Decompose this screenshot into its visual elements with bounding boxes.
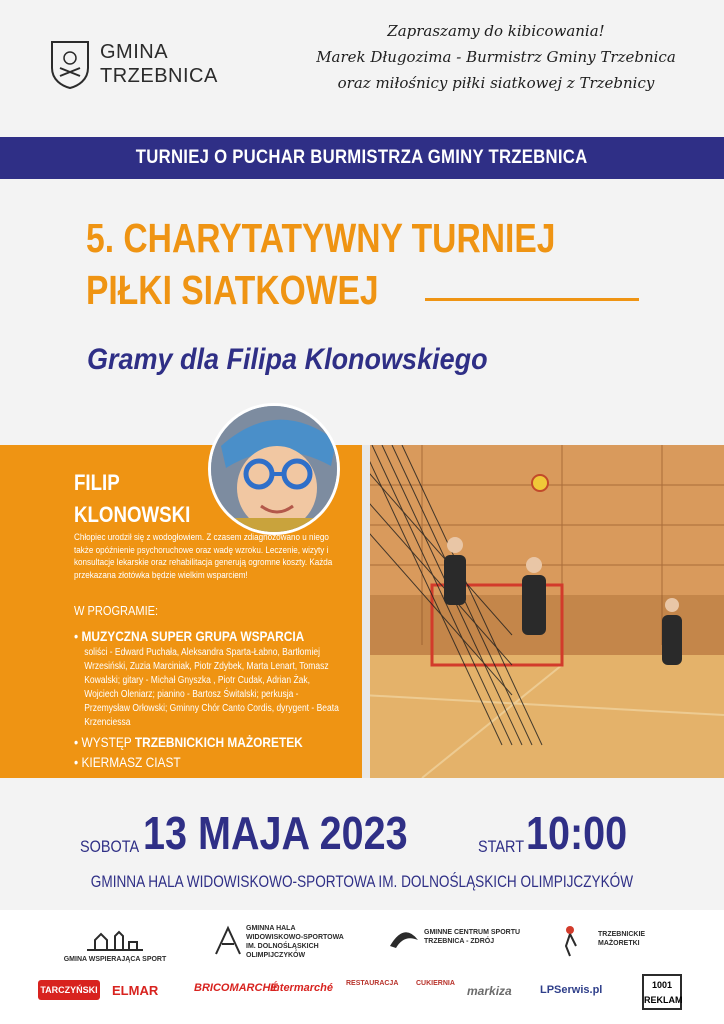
- event-time: 10:00: [526, 807, 628, 859]
- sponsor-gcs-text: GMINNE CENTRUM SPORTU TRZEBNICA - ZDRÓJ: [424, 929, 521, 945]
- sponsor-mazoretki-text: TRZEBNICKIE MAŻORETKI: [598, 931, 646, 947]
- tournament-banner: [0, 137, 724, 179]
- venue-text: GMINNA HALA WIDOWISKOWO-SPORTOWA IM. DOLNOŚLĄSKICH OLIMPIJCZYKÓW: [90, 872, 634, 891]
- filip-photo: [208, 403, 340, 535]
- program-heading: W PROGRAMIE:: [74, 603, 159, 618]
- sponsor-gmina-sport: [60, 930, 170, 964]
- sponsor-elmar: ELMAR: [112, 983, 159, 998]
- event-venue: [0, 872, 724, 892]
- town-skyline-icon: [85, 930, 145, 952]
- event-subtitle: Gramy dla Filipa Klonowskiego: [87, 343, 488, 376]
- program-item-3-text: KIERMASZ CIAST: [81, 754, 181, 770]
- sponsor-tarczynski: TARCZYŃSKI: [38, 980, 100, 1000]
- logo-line1: GMINA: [100, 41, 169, 63]
- majorette-icon: [556, 924, 584, 958]
- volleyball-photo: [362, 445, 724, 778]
- title-line1: 5. CHARYTATYWNY TURNIEJ: [86, 215, 556, 261]
- athletes-icon: [212, 924, 244, 958]
- sponsor-markiza: markiza: [467, 984, 512, 998]
- title-underline: [425, 298, 639, 301]
- program-item-2: • WYSTĘP TRZEBNICKICH MAŻORETEK: [74, 734, 303, 750]
- sponsor-1001-reklam: 1001 REKLAM: [642, 974, 682, 1010]
- person-first-name: FILIP: [74, 470, 120, 495]
- sponsor-bricomarche: BRICOMARCHÉ: [194, 982, 278, 994]
- person-last-name: KLONOWSKI: [74, 502, 191, 527]
- invitation-text: [316, 18, 676, 96]
- sponsor-cukiernia: CUKIERNIA: [416, 980, 455, 987]
- program-item-2-prefix: WYSTĘP: [81, 734, 135, 750]
- sponsor-restauracja: RESTAURACJA: [346, 980, 399, 987]
- sponsor-hala-text: GMINNA HALA WIDOWISKOWO-SPORTOWA IM. DOLNOŚLĄSKICH OLIMPIJCZYKÓW: [246, 925, 344, 959]
- banner-text: TURNIEJ O PUCHAR BURMISTRZA GMINY TRZEBNICA: [136, 147, 588, 168]
- gmina-logo: [48, 38, 218, 90]
- person-bio: Chłopiec urodził się z wodogłowiem. Z czasem zdiagnozowano u niego także opóźnienie psychoruchowe oraz wadę wzroku. Leczenie, wizyty i konsultacje lekarskie oraz rehabilitacja generują ogromne koszty. Każda przekazana złotówka będzie wielkim wsparciem!: [74, 532, 333, 580]
- sponsors-strip: [0, 910, 724, 1024]
- sponsor-gmina-sport-text: GMINA WSPIERAJĄCA SPORT: [63, 956, 167, 963]
- invite-line2: Marek Długozima - Burmistrz Gminy Trzebnica: [316, 48, 676, 66]
- program-item-2-bold: TRZEBNICKICH MAŻORETEK: [134, 734, 303, 750]
- crest-icon: [48, 38, 92, 90]
- event-day: SOBOTA: [80, 837, 140, 856]
- title-line2: PIŁKI SIATKOWEJ: [86, 267, 379, 313]
- program-item-1: • MUZYCZNA SUPER GRUPA WSPARCIA: [74, 628, 305, 644]
- program-list: [74, 626, 346, 772]
- event-date: 13 MAJA 2023: [143, 807, 408, 859]
- invite-line3: oraz miłośnicy piłki siatkowej z Trzebnicy: [337, 74, 655, 92]
- program-item-3: • KIERMASZ CIAST: [74, 754, 181, 770]
- logo-line2: TRZEBNICA: [100, 65, 218, 87]
- program-item-1-text: MUZYCZNA SUPER GRUPA WSPARCIA: [81, 628, 305, 644]
- sponsor-lpserwis: LPSerwis.pl: [540, 984, 603, 996]
- volleyball-scene-image: [362, 445, 724, 778]
- sponsor-intermarche: Intermarché: [270, 982, 333, 994]
- start-label: START: [478, 837, 525, 856]
- child-portrait-image: [211, 406, 340, 535]
- wave-icon: [388, 926, 420, 952]
- invite-line1: Zapraszamy do kibicowania!: [387, 22, 605, 40]
- person-name: [74, 467, 190, 531]
- event-date-row: [0, 800, 724, 870]
- program-item-1-details: soliści - Edward Puchała, Aleksandra Sparta-Łabno, Bartłomiej Wrzesiński, Zuzia Marciniak, Piotr Zdybek, Marta Lenart, Tomasz Kowalski; gitary - Michał Gnyszka , Piotr Cudak, Adrian Żak, Wojciech Oleniarz; pianino - Bartosz Świtalski; perkusja - Przemysław Orłowski; Gminny Chór Canto Cordis, dyrygent - Beata Krzenciessa: [84, 647, 339, 728]
